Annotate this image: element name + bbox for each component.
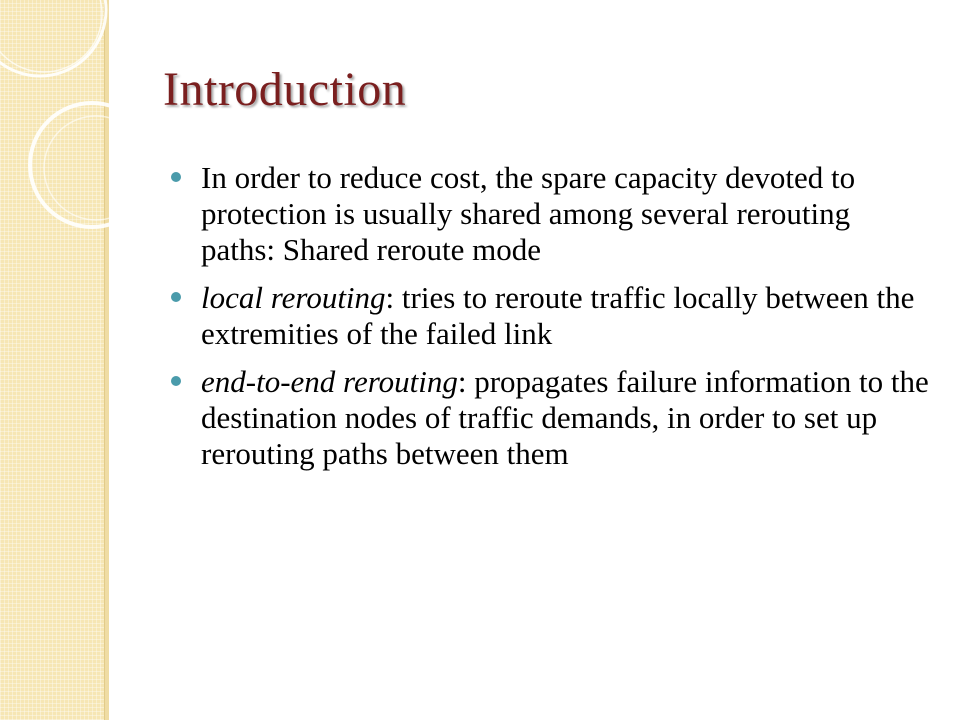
- bullet-item: [170, 280, 930, 352]
- slide-title: Introduction: [163, 63, 407, 116]
- bullet-item: [170, 364, 930, 472]
- bullet-dot-icon: [171, 292, 181, 302]
- bullet-dot-icon: [171, 376, 181, 386]
- bullet-list: [170, 160, 930, 484]
- bullet-lead-italic: local rerouting: [201, 280, 386, 315]
- bullet-lead-italic: end-to-end rerouting: [201, 364, 458, 399]
- bullet-item: [170, 160, 930, 268]
- bullet-text: : tries to reroute traffic locally between the extremities of the failed link: [201, 280, 915, 351]
- bullet-text: In order to reduce cost, the spare capacity devoted to protection is usually shared among several rerouting paths: Shared reroute mode: [201, 160, 856, 267]
- bullet-text: : propagates failure information to the destination nodes of traffic demands, in order to set up rerouting paths between them: [201, 364, 929, 471]
- bullet-dot-icon: [171, 172, 181, 182]
- decorative-swirl-graphic: [0, 0, 140, 260]
